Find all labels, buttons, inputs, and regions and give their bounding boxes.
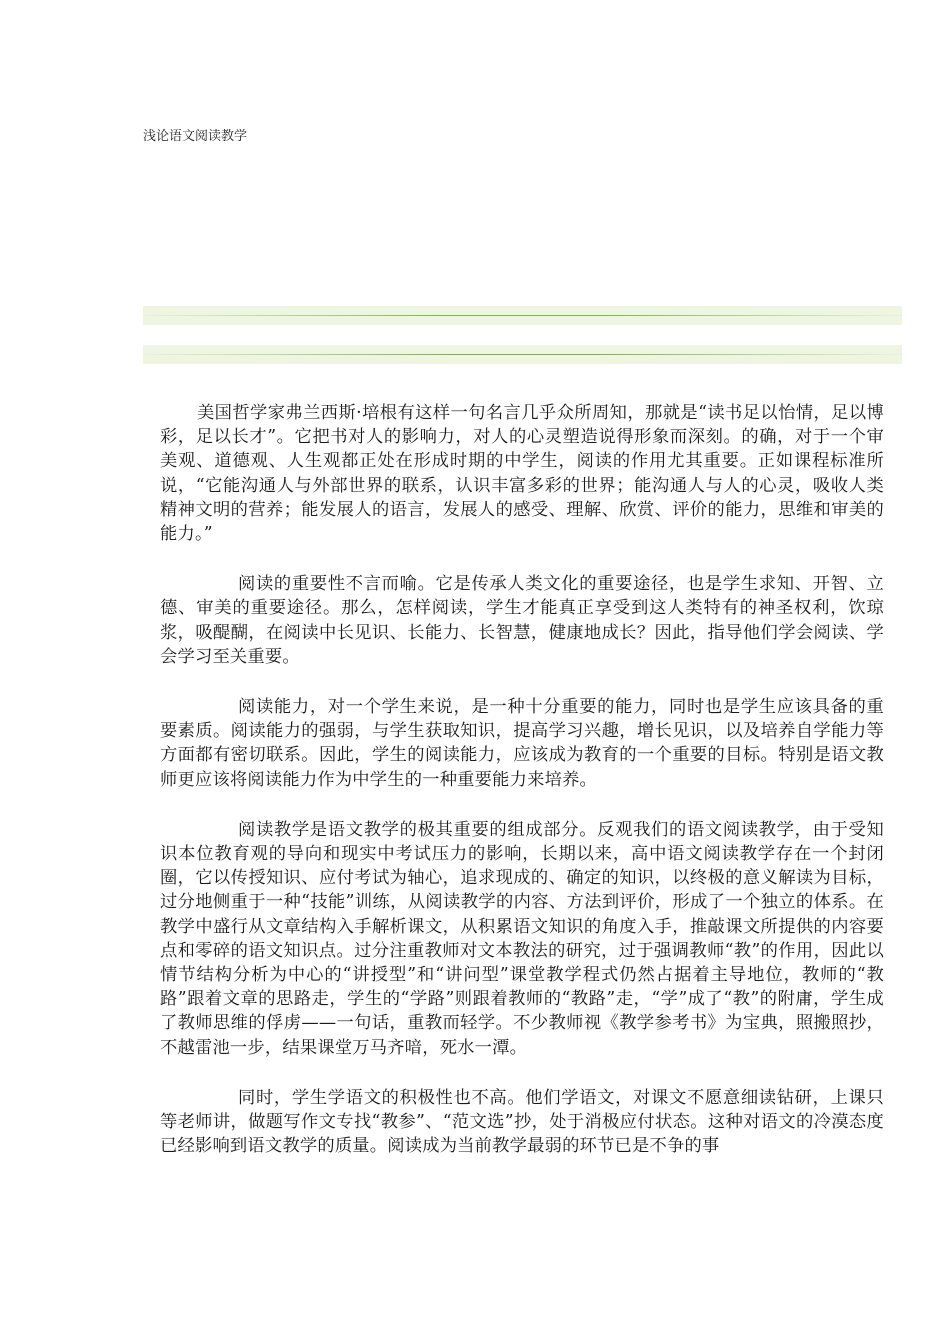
paragraph-4: 阅读教学是语文教学的极其重要的组成部分。反观我们的语文阅读教学，由于受知识本位教育观的导向和现实中考试压力的影响，长期以来，高中语文阅读教学存在一个封闭圈，它以传授知识、应付考试为轴心，追求现成的、确定的知识，以终极的意义解读为目标，过分地侧重于一种“技能”训练，从阅读教学的内容、方法到评价，形成了一个独立的体系。在教学中盛行从文章结构入手解析课文，从积累语文知识的角度入手，推敲课文所提供的内容要点和零碎的语文知识点。过分注重教师对文本教法的研究，过于强调教师“教”的作用，因此以情节结构分析为中心的“讲授型”和“讲问型”课堂教学程式仍然占据着主导地位，教师的“教路”跟着文章的思路走，学生的“学路”则跟着教师的“教路”走，“学”成了“教”的附庸，学生成了教师思维的俘虏——一句话，重教而轻学。不少教师视《教学参考书》为宝典，照搬照抄，不越雷池一步，结果课堂万马齐喑，死水一潭。 (160, 819, 884, 1058)
decorative-divider-bottom (143, 345, 902, 364)
paragraph-2: 阅读的重要性不言而喻。它是传承人类文化的重要途径，也是学生求知、开智、立德、审美的重要途径。那么，怎样阅读，学生才能真正享受到这人类特有的神圣权利，饮琼浆，吸醍醐，在阅读中长见识、长能力、长智慧，健康地成长？因此，指导他们学会阅读、学会学习至关重要。 (160, 574, 884, 667)
decorative-divider-top (143, 306, 902, 325)
page-title: 浅论语文阅读教学 (143, 129, 248, 144)
article-body (160, 401, 884, 1184)
paragraph-1: 美国哲学家弗兰西斯·培根有这样一句名言几乎众所周知，那就是“读书足以怡情，足以博彩，足以长才”。它把书对人的影响力，对人的心灵塑造说得形象而深刻。的确，对于一个审美观、道德观、人生观都正处在形成时期的中学生，阅读的作用尤其重要。正如课程标准所说，“它能沟通人与外部世界的联系，认识丰富多彩的世界；能沟通人与人的心灵，吸收人类精神文明的营养；能发展人的语言，发展人的感受、理解、欣赏、评价的能力，思维和审美的能力。” (160, 403, 884, 545)
paragraph-5: 同时，学生学语文的积极性也不高。他们学语文，对课文不愿意细读钻研，上课只等老师讲，做题写作文专找“教参”、“范文选”抄，处于消极应付状态。这种对语文的冷漠态度已经影响到语文教学的质量。阅读成为当前教学最弱的环节已是不争的事 (160, 1087, 884, 1157)
paragraph-3: 阅读能力，对一个学生来说，是一种十分重要的能力，同时也是学生应该具备的重要素质。阅读能力的强弱，与学生获取知识，提高学习兴趣，增长见识，以及培养自学能力等方面都有密切联系。因此，学生的阅读能力，应该成为教育的一个重要的目标。特别是语文教师更应该将阅读能力作为中学生的一种重要能力来培养。 (160, 697, 884, 790)
